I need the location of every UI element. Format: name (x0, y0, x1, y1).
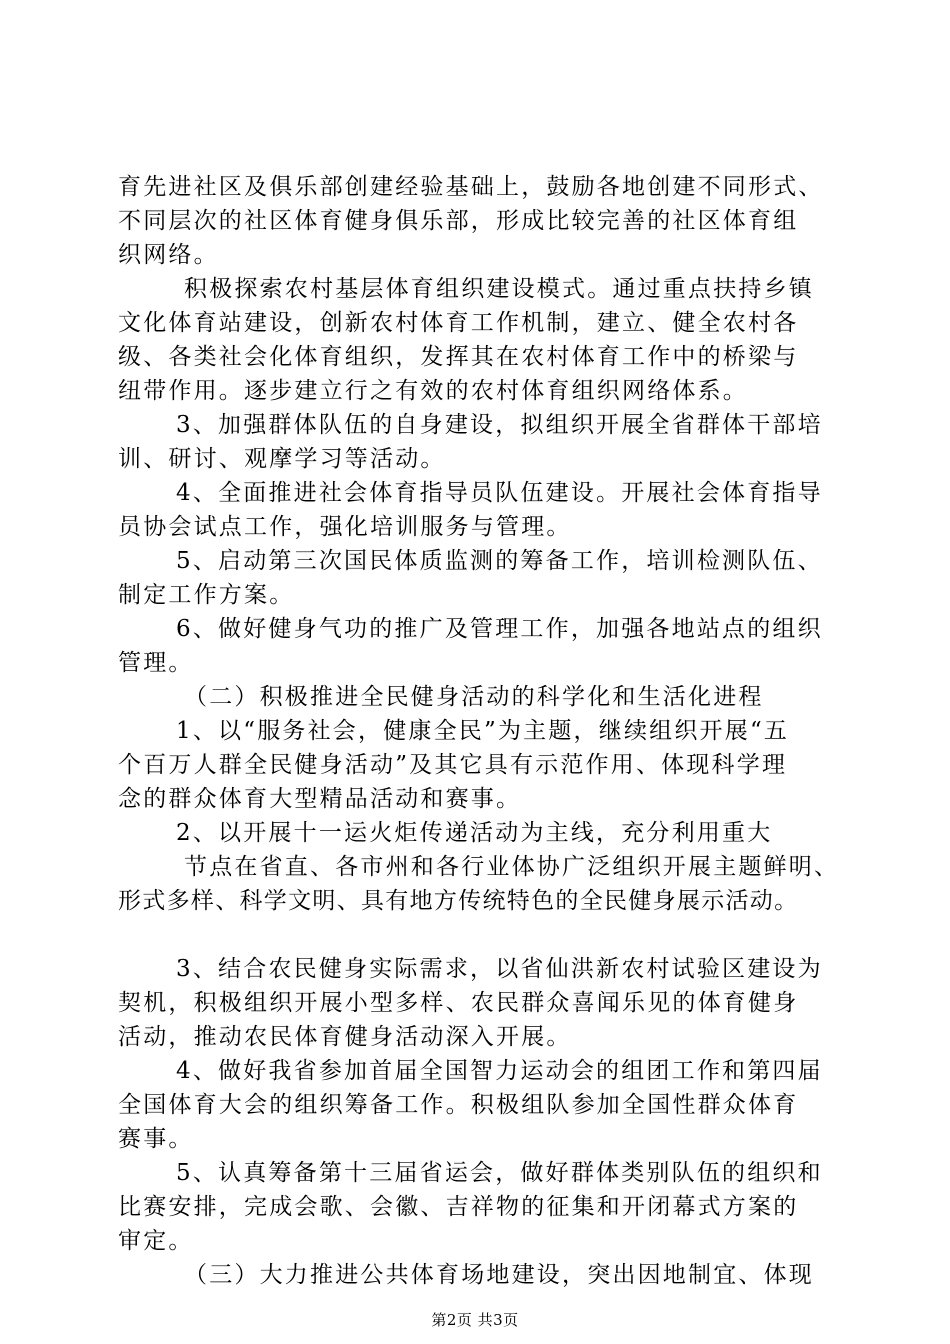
text-line: 纽带作用。逐步建立行之有效的农村体育组织网络体系。 (118, 378, 748, 404)
text-line: 2、以开展十一运火炬传递活动为主线，充分利用重大 (176, 820, 773, 846)
text-line: 制定工作方案。 (118, 582, 295, 608)
text-line: 个百万人群全民健身活动”及其它具有示范作用、体现科学理 (118, 752, 788, 778)
text-line: 4、做好我省参加首届全国智力运动会的组团工作和第四届 (176, 1058, 823, 1084)
text-line: 契机，积极组织开展小型多样、农民群众喜闻乐见的体育健身 (118, 990, 799, 1016)
text-line: 不同层次的社区体育健身俱乐部，形成比较完善的社区体育组 (118, 208, 799, 234)
text-line: 5、认真筹备第十三届省运会，做好群体类别队伍的组织和 (176, 1160, 823, 1186)
text-line: 全国体育大会的组织筹备工作。积极组队参加全国性群众体育 (118, 1092, 799, 1118)
text-line: 审定。 (118, 1228, 194, 1254)
text-line: 4、全面推进社会体育指导员队伍建设。开展社会体育指导 (176, 480, 823, 506)
page-footer: 第2页 共3页 (431, 1311, 519, 1329)
text-line: 节点在省直、各市州和各行业体协广泛组织开展主题鲜明、 (184, 854, 840, 880)
section-heading: （三）大力推进公共体育场地建设，突出因地制宜、体现 (184, 1262, 814, 1288)
section-heading: （二）积极推进全民健身活动的科学化和生活化进程 (184, 684, 764, 710)
text-line: 活动，推动农民体育健身活动深入开展。 (118, 1024, 572, 1050)
text-line: 比赛安排，完成会歌、会徽、吉祥物的征集和开闭幕式方案的 (118, 1194, 799, 1220)
text-line: 员协会试点工作，强化培训服务与管理。 (118, 514, 572, 540)
text-line: 文化体育站建设，创新农村体育工作机制，建立、健全农村各 (118, 310, 799, 336)
text-line: 3、结合农民健身实际需求，以省仙洪新农村试验区建设为 (176, 956, 823, 982)
text-line: 积极探索农村基层体育组织建设模式。通过重点扶持乡镇 (184, 276, 814, 302)
text-line: 管理。 (118, 650, 194, 676)
text-line: 育先进社区及俱乐部创建经验基础上，鼓励各地创建不同形式、 (118, 174, 824, 200)
text-line: 形式多样、科学文明、具有地方传统特色的全民健身展示活动。 (118, 888, 799, 914)
text-line: 5、启动第三次国民体质监测的筹备工作，培训检测队伍、 (176, 548, 823, 574)
text-line: 级、各类社会化体育组织，发挥其在农村体育工作中的桥梁与 (118, 344, 799, 370)
text-line: 训、研讨、观摩学习等活动。 (118, 446, 446, 472)
text-line: 1、以“服务社会，健康全民”为主题，继续组织开展“五 (176, 718, 790, 744)
text-line: 念的群众体育大型精品活动和赛事。 (118, 786, 522, 812)
text-line: 织网络。 (118, 242, 219, 268)
text-line: 3、加强群体队伍的自身建设，拟组织开展全省群体干部培 (176, 412, 823, 438)
text-line: 赛事。 (118, 1126, 194, 1152)
text-line: 6、做好健身气功的推广及管理工作，加强各地站点的组织 (176, 616, 823, 642)
